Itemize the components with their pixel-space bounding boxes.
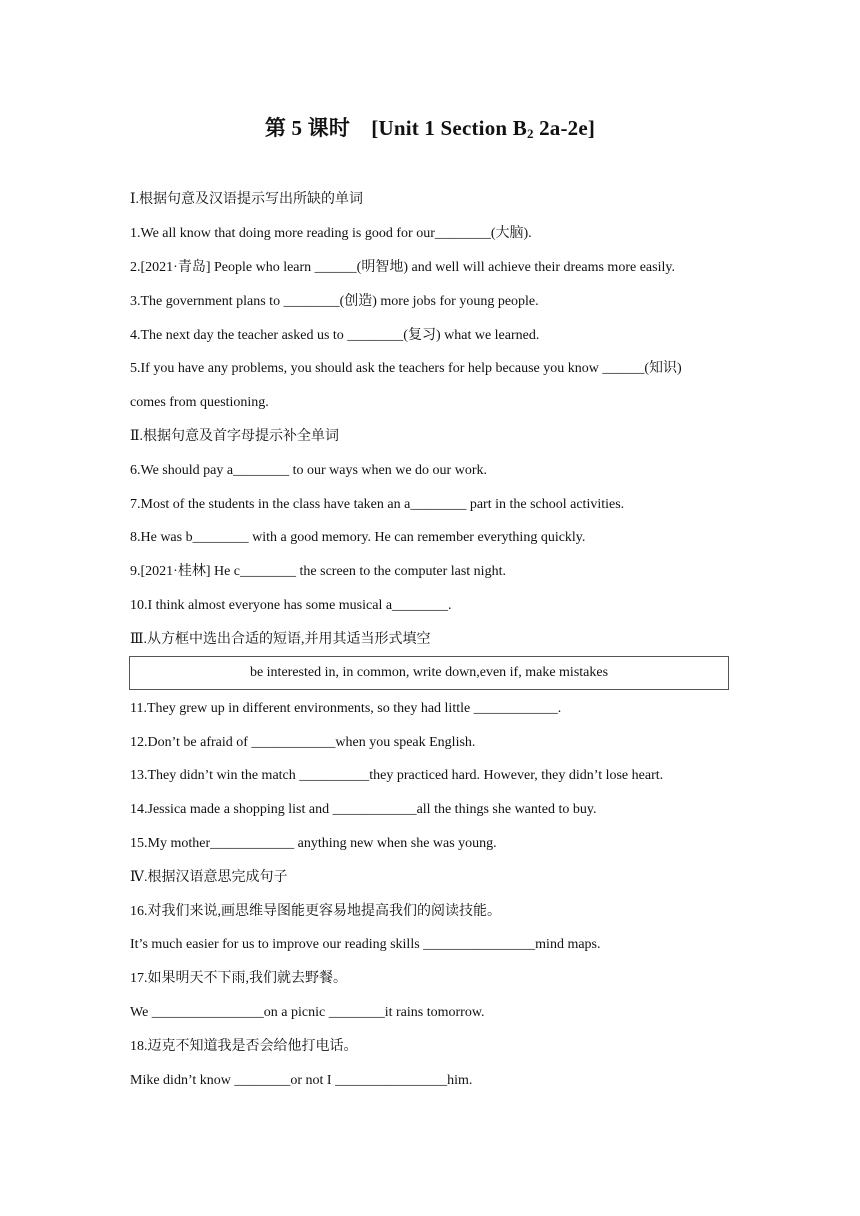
question-8: 8.He was b________ with a good memory. He can remember everything quickly. [130,530,586,545]
question-14: 14.Jessica made a shopping list and ____________all the things she wanted to buy. [130,802,597,817]
question-3: 3.The government plans to ________(创造) more jobs for young people. [130,294,539,309]
title-main: 第 5 课时 [Unit 1 Section B [264,116,527,140]
question-4: 4.The next day the teacher asked us to ________(复习) what we learned. [130,328,540,343]
question-5-continued: comes from questioning. [130,395,269,410]
question-18-chinese: 18.迈克不知道我是否会给他打电话。 [130,1039,358,1054]
question-13: 13.They didn’t win the match __________they practiced hard. However, they didn’t lose heart. [130,768,664,783]
question-17-chinese: 17.如果明天不下雨,我们就去野餐。 [130,971,347,986]
section-1-heading: Ⅰ.根据句意及汉语提示写出所缺的单词 [130,192,364,207]
section-3-heading: Ⅲ.从方框中选出合适的短语,并用其适当形式填空 [130,632,431,647]
question-5: 5.If you have any problems, you should ask the teachers for help because you know ______(知识) [130,361,682,376]
question-9: 9.[2021·桂林] He c________ the screen to the computer last night. [130,564,506,579]
section-4-heading: Ⅳ.根据汉语意思完成句子 [130,870,288,885]
section-2-heading: Ⅱ.根据句意及首字母提示补全单词 [130,429,340,444]
phrase-box: be interested in, in common, write down,even if, make mistakes [129,656,729,690]
page-title [0,112,860,142]
question-11: 11.They grew up in different environments, so they had little ____________. [130,701,562,716]
question-18-english: Mike didn’t know ________or not I ________________him. [130,1073,473,1088]
question-17-english: We ________________on a picnic ________it rains tomorrow. [130,1005,485,1020]
question-16-english: It’s much easier for us to improve our reading skills ________________mind maps. [130,937,601,952]
question-12: 12.Don’t be afraid of ____________when you speak English. [130,735,476,750]
question-15: 15.My mother____________ anything new when she was young. [130,836,497,851]
question-7: 7.Most of the students in the class have taken an a________ part in the school activities. [130,497,625,512]
question-1: 1.We all know that doing more reading is good for our________(大脑). [130,226,532,241]
question-6: 6.We should pay a________ to our ways when we do our work. [130,463,487,478]
question-16-chinese: 16.对我们来说,画思维导图能更容易地提高我们的阅读技能。 [130,904,501,919]
question-2: 2.[2021·青岛] People who learn ______(明智地) and well will achieve their dreams more easily. [130,260,675,275]
question-10: 10.I think almost everyone has some musical a________. [130,598,452,613]
title-tail: 2a-2e] [533,116,596,140]
title-subscript: 2 [526,126,534,141]
